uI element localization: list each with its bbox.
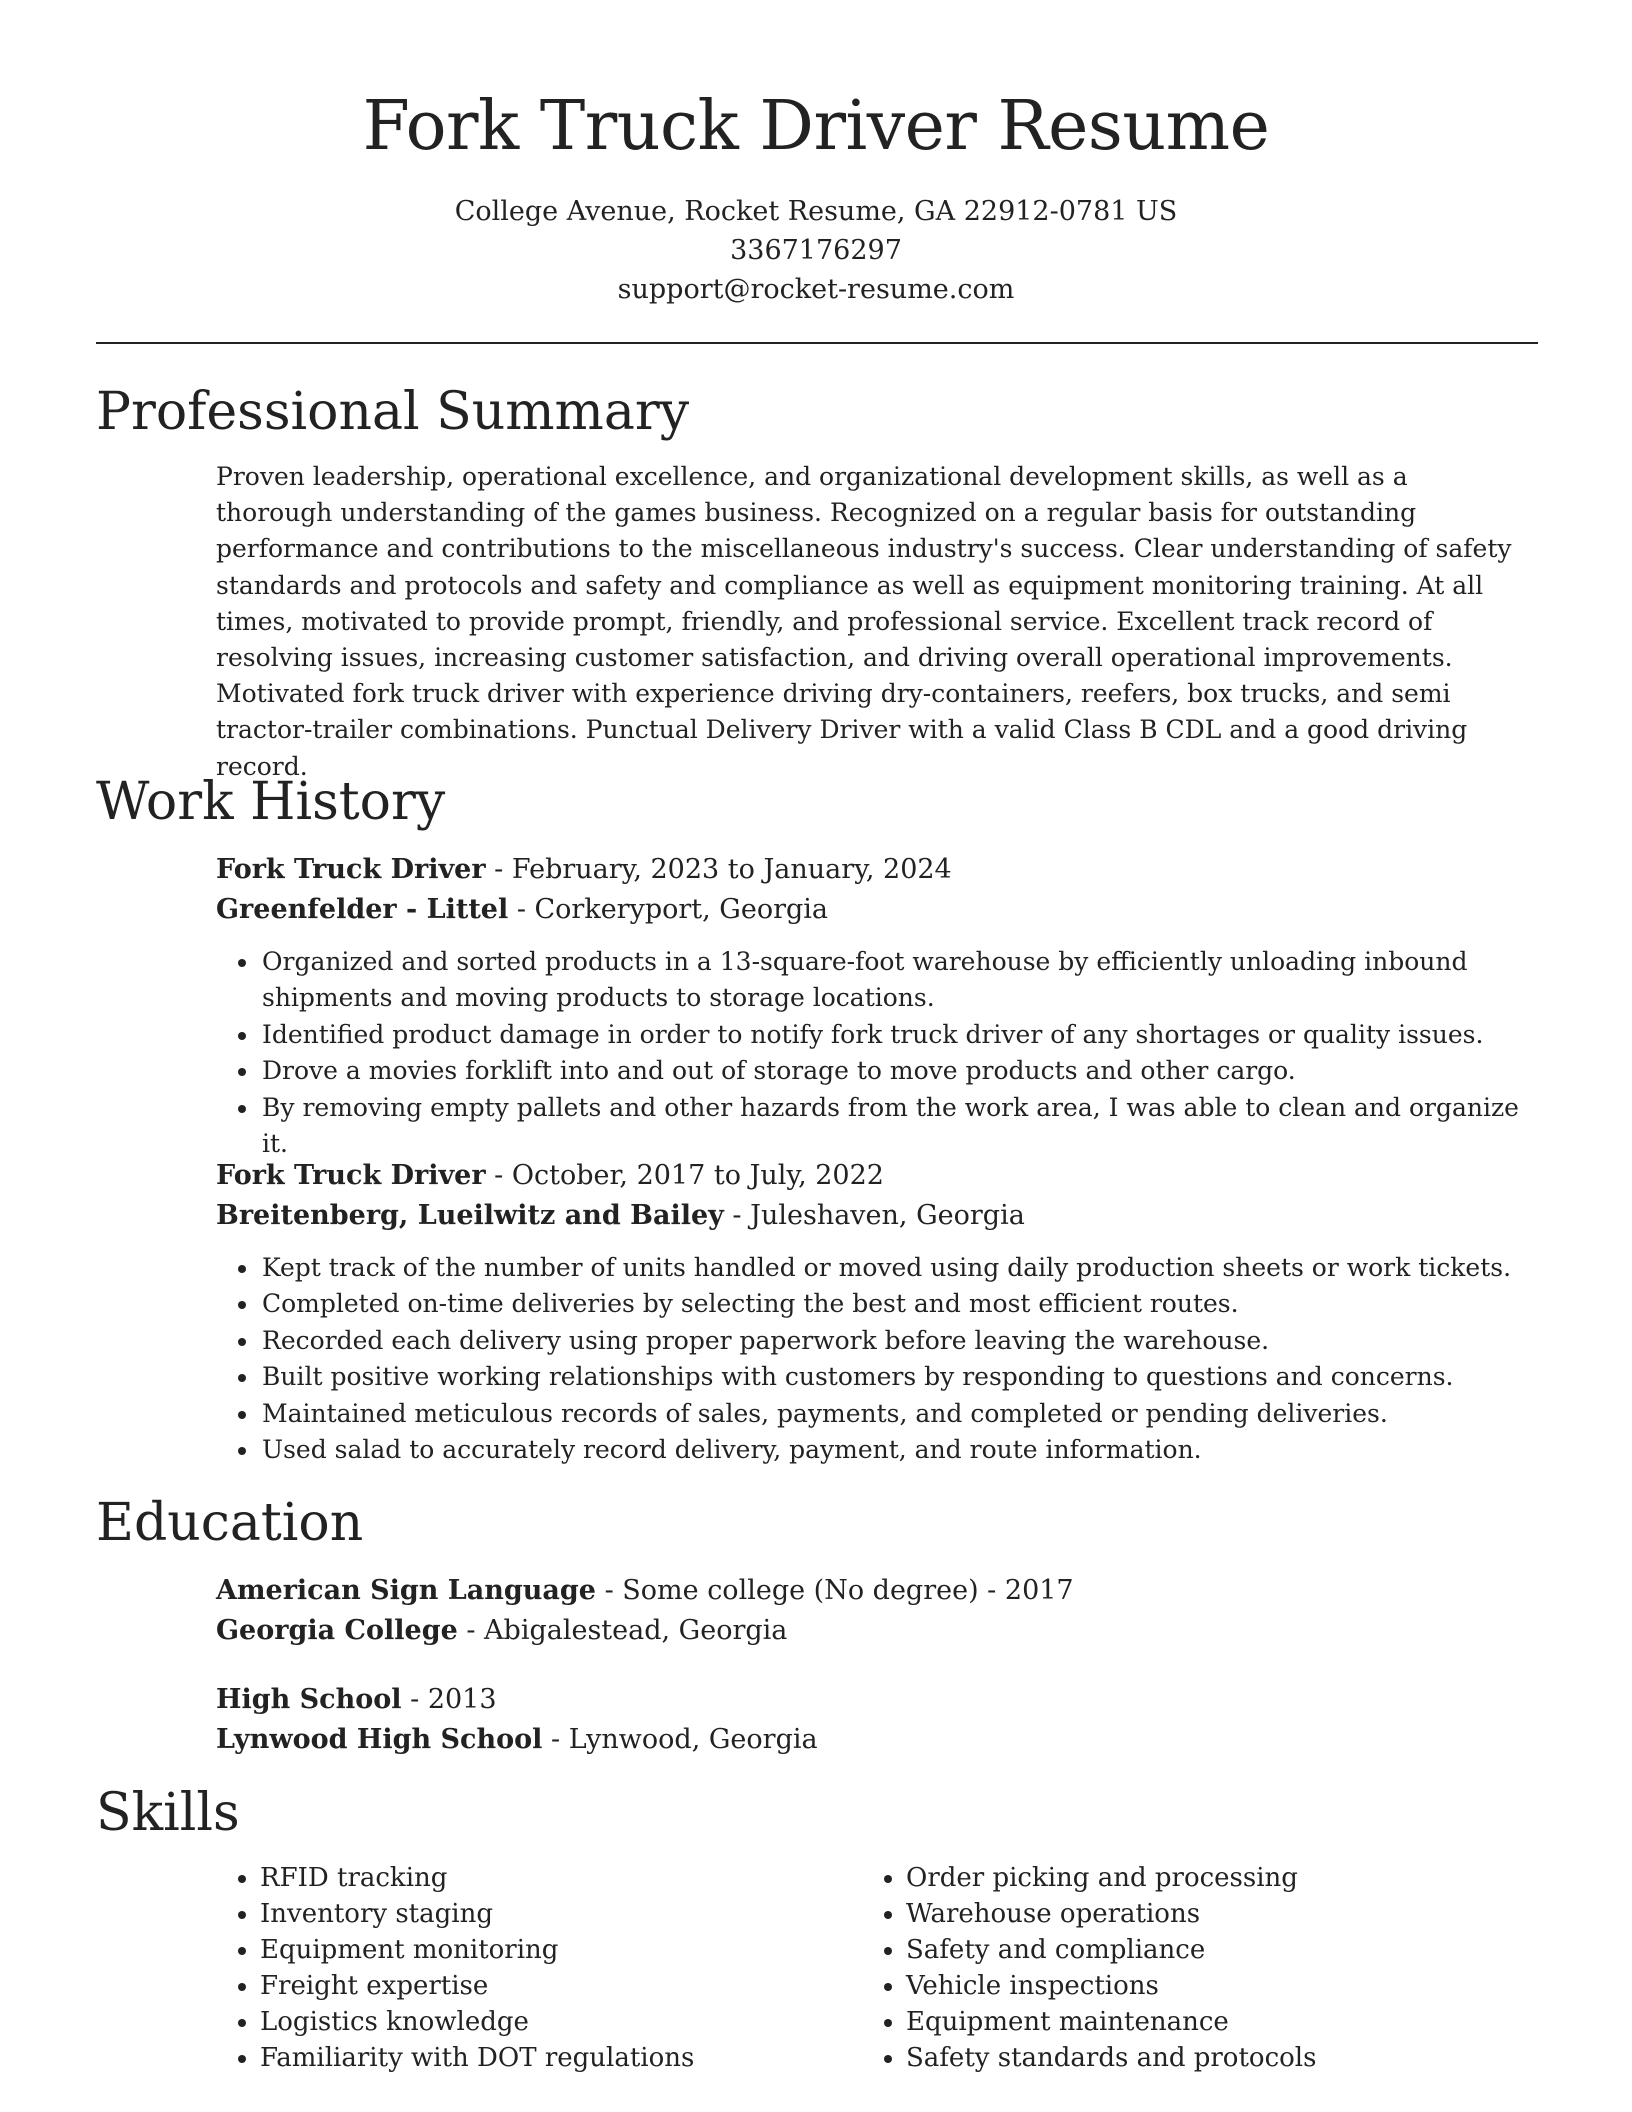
job-duties-list [216, 1250, 1526, 1468]
job-duties-list [216, 944, 1526, 1162]
job-duty: • Recorded each delivery using proper paperwork before leaving the warehouse. [260, 1323, 1526, 1359]
job-company-line [216, 890, 1526, 930]
job-location: - Juleshaven, Georgia [723, 1200, 1025, 1231]
education-school-line [216, 1720, 1526, 1760]
job-duty: • Maintained meticulous records of sales, payments, and completed or pending deliveries. [260, 1396, 1526, 1432]
job-position: Fork Truck Driver [216, 854, 486, 885]
education-location: - Abigalestead, Georgia [457, 1615, 788, 1646]
job-company: Breitenberg, Lueilwitz and Bailey [216, 1200, 724, 1231]
skill-item: • Familiarity with DOT regulations [260, 2040, 836, 2076]
job-entry [216, 850, 1526, 1162]
job-duty: • Organized and sorted products in a 13-square-foot warehouse by efficiently unloading inbound shipments and moving products to storage locations. [260, 944, 1526, 1017]
job-duty: • Identified product damage in order to notify fork truck driver of any shortages or quality issues. [260, 1017, 1526, 1053]
education-entry [216, 1680, 1526, 1760]
summary-text: Proven leadership, operational excellence, and organizational development skills, as well as a thorough understanding of the games business. Recognized on a regular basis for outstanding performance and contributions to the miscellaneous industry's success. Clear understanding of safety standards and protocols and safety and compliance as well as equipment monitoring training. At all times, motivated to provide prompt, friendly, and professional service. Excellent track record of resolving issues, increasing customer satisfaction, and driving overall operational improvements. Motivated fork truck driver with experience driving dry-containers, reefers, box trucks, and semi tractor-trailer combinations. Punctual Delivery Driver with a valid Class B CDL and a good driving record. [216, 462, 1512, 781]
skill-item: • Safety and compliance [906, 1932, 1482, 1968]
education-school: Lynwood High School [216, 1724, 543, 1755]
job-duty: • Kept track of the number of units handled or moved using daily production sheets or work tickets. [260, 1250, 1526, 1286]
job-dates: - February, 2023 to January, 2024 [485, 854, 952, 885]
summary-block [216, 459, 1526, 785]
job-company: Greenfelder - Littel [216, 894, 509, 925]
education-detail: - 2013 [401, 1684, 497, 1715]
skills-list [862, 1860, 1482, 2076]
skills-column-right [862, 1860, 1482, 2076]
education-field: American Sign Language [216, 1575, 596, 1606]
job-entry [216, 1156, 1526, 1468]
contact-block [0, 192, 1632, 309]
skill-item: • Inventory staging [260, 1896, 836, 1932]
contact-email: support@rocket-resume.com [617, 274, 1015, 305]
job-duty: • Built positive working relationships with customers by responding to questions and concerns. [260, 1359, 1526, 1395]
skill-item: • Vehicle inspections [906, 1968, 1482, 2004]
skills-list [216, 1860, 836, 2076]
job-dates: - October, 2017 to July, 2022 [485, 1160, 884, 1191]
job-duty: • Used salad to accurately record delivery, payment, and route information. [260, 1432, 1526, 1468]
section-title-education: Education [96, 1493, 364, 1553]
education-entry [216, 1571, 1526, 1651]
section-title-skills: Skills [96, 1783, 240, 1843]
skill-item: • Logistics knowledge [260, 2004, 836, 2040]
contact-phone: 3367176297 [730, 235, 902, 266]
skill-item: • Safety standards and protocols [906, 2040, 1482, 2076]
job-title-line [216, 850, 1526, 890]
header-divider [96, 342, 1538, 344]
education-detail: - Some college (No degree) - 2017 [595, 1575, 1074, 1606]
skill-item: • Equipment monitoring [260, 1932, 836, 1968]
job-duty: • Drove a movies forklift into and out of storage to move products and other cargo. [260, 1053, 1526, 1089]
job-location: - Corkeryport, Georgia [508, 894, 829, 925]
education-school: Georgia College [216, 1615, 458, 1646]
contact-address: College Avenue, Rocket Resume, GA 22912-0781 US [454, 196, 1178, 227]
skill-item: • Order picking and processing [906, 1860, 1482, 1896]
job-company-line [216, 1196, 1526, 1236]
job-duty: • By removing empty pallets and other hazards from the work area, I was able to clean and organize it. [260, 1090, 1526, 1163]
education-field-line [216, 1571, 1526, 1611]
skill-item: • Freight expertise [260, 1968, 836, 2004]
resume-header [0, 0, 1632, 309]
education-field: High School [216, 1684, 402, 1715]
education-field-line [216, 1680, 1526, 1720]
section-title-work-history: Work History [96, 772, 446, 832]
skill-item: • Warehouse operations [906, 1896, 1482, 1932]
resume-title: Fork Truck Driver Resume [362, 87, 1270, 166]
job-duty: • Completed on-time deliveries by selecting the best and most efficient routes. [260, 1286, 1526, 1322]
education-school-line [216, 1611, 1526, 1651]
skills-column-left [216, 1860, 836, 2076]
job-position: Fork Truck Driver [216, 1160, 486, 1191]
section-title-summary: Professional Summary [96, 382, 690, 442]
skill-item: • RFID tracking [260, 1860, 836, 1896]
skill-item: • Equipment maintenance [906, 2004, 1482, 2040]
education-location: - Lynwood, Georgia [542, 1724, 818, 1755]
job-title-line [216, 1156, 1526, 1196]
